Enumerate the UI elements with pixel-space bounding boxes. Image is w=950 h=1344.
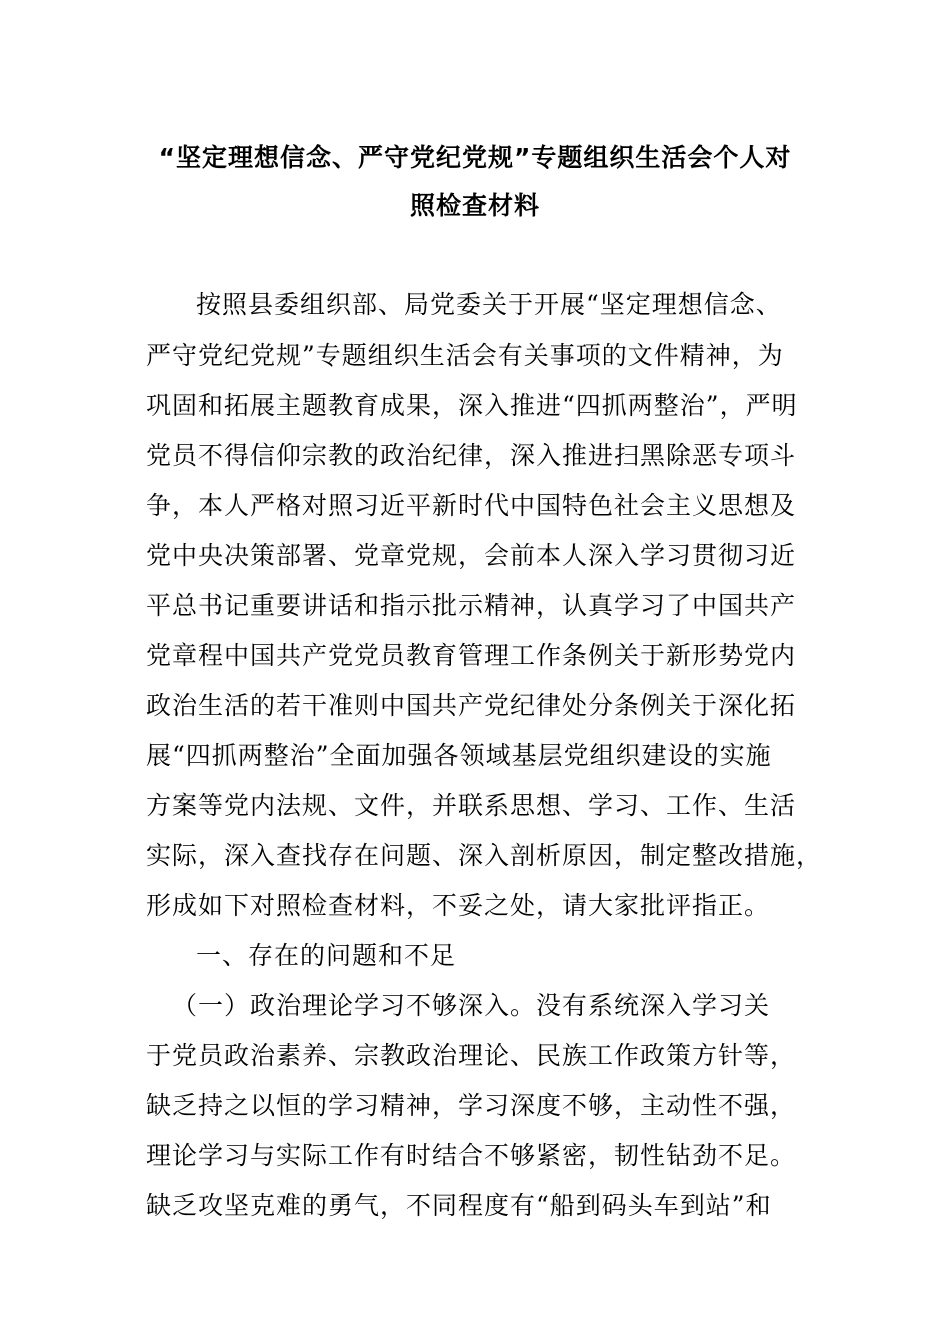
paragraph-line: 平总书记重要讲话和指示批示精神，认真学习了中国共产: [146, 591, 797, 620]
paragraph-line: 实际，深入查找存在问题、深入剖析原因，制定整改措施，: [146, 841, 823, 870]
paragraph-line: 方案等党内法规、文件，并联系思想、学习、工作、生活: [146, 791, 797, 820]
paragraph-line: 理论学习与实际工作有时结合不够紧密，韧性钻劲不足。: [146, 1141, 797, 1170]
document-title-line-1: “坚定理想信念、严守党纪党规”专题组织生活会个人对: [158, 143, 792, 172]
paragraph-line: 形成如下对照检查材料，不妥之处，请大家批评指正。: [146, 891, 771, 920]
paragraph-line: 按照县委组织部、局党委关于开展“坚定理想信念、: [196, 290, 782, 319]
paragraph-line: 争，本人严格对照习近平新时代中国特色社会主义思想及: [146, 491, 797, 520]
paragraph-line: 于党员政治素养、宗教政治理论、民族工作政策方针等，: [146, 1041, 797, 1070]
section-heading: 一、存在的问题和不足: [196, 941, 457, 970]
paragraph-line: （一）政治理论学习不够深入。没有系统深入学习关: [172, 991, 771, 1020]
paragraph-line: 缺乏攻坚克难的勇气，不同程度有“船到码头车到站”和: [146, 1191, 772, 1220]
paragraph-line: 政治生活的若干准则中国共产党纪律处分条例关于深化拓: [146, 691, 797, 720]
paragraph-line: 党中央决策部署、党章党规，会前本人深入学习贯彻习近: [146, 541, 797, 570]
paragraph-line: 缺乏持之以恒的学习精神，学习深度不够，主动性不强，: [146, 1091, 797, 1120]
paragraph-line: 党章程中国共产党党员教育管理工作条例关于新形势党内: [146, 641, 797, 670]
paragraph-line: 巩固和拓展主题教育成果，深入推进“四抓两整治”，严明: [146, 391, 798, 420]
paragraph-line: 展“四抓两整治”全面加强各领域基层党组织建设的实施: [146, 741, 772, 770]
paragraph-line: 严守党纪党规”专题组织生活会有关事项的文件精神，为: [146, 341, 784, 370]
document-title-line-2: 照检查材料: [409, 191, 540, 220]
paragraph-line: 党员不得信仰宗教的政治纪律，深入推进扫黑除恶专项斗: [146, 441, 797, 470]
